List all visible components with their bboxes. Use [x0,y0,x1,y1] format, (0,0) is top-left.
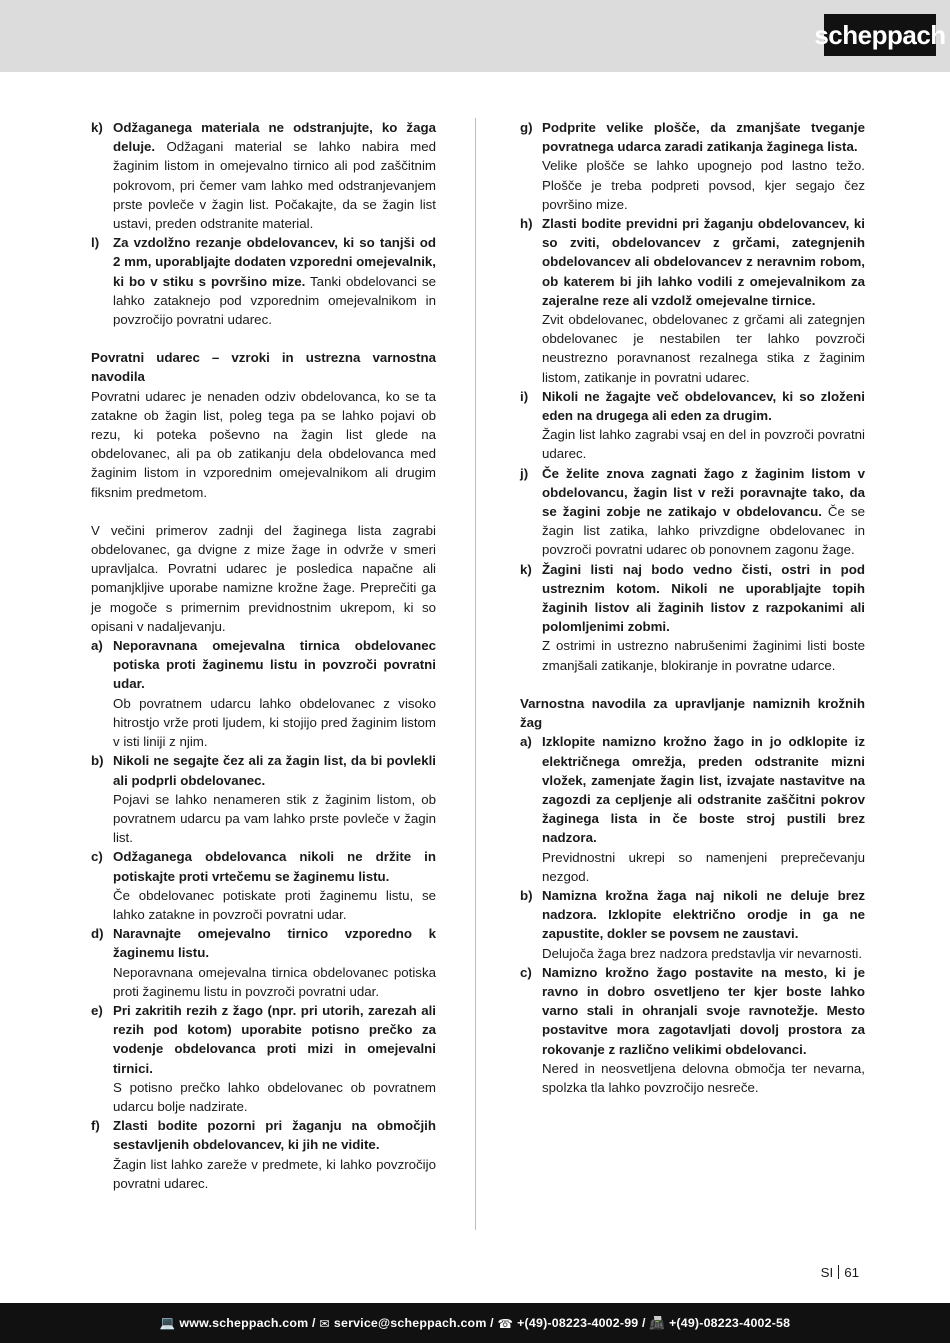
item-text: Odžagani material se lahko nabira med žaginim listom in omejevalno tirnico ali pod zaščitnim pokrovom, pri čemer vam lahko med odstranjevanjem prste povleče v žagin list. Počakajte, da se žagin list ustavi, preden odstranite material. [113,139,436,232]
item-text: S potisno prečko lahko obdelovanec ob povratnem udarcu bolje nadzirate. [113,1079,436,1114]
item-bold: Zlasti bodite pozorni pri žaganju na območjih sestavljenih obdelovancev, ki jih ne vidite. [113,1118,436,1153]
item-letter: c) [91,849,103,865]
item-bold: Žagini listi naj bodo vedno čisti, ostri in pod ustreznim kotom. Nikoli ne uporabljajte topih žaginih listov ali žaginih listov z razpokanimi ali polomljenimi zobmi. [542,561,865,635]
list-item [520,214,865,387]
item-letter: a) [91,638,103,654]
item-letter: j) [520,465,529,481]
list-item [520,464,865,560]
item-bold: Odžaganega obdelovanca nikoli ne držite in potiskajte proti vrtečemu se žaginemu listu. [113,849,436,884]
item-text: Če se žagin list zatika, lahko privzdigne obdelovanec in povzroči povratni udarec ob ponovnem zagonu žage. [542,504,865,558]
list-item [520,387,865,464]
email-icon: ✉ [319,1316,330,1331]
item-letter: a) [520,734,532,750]
item-bold: Izklopite namizno krožno žago in jo odklopite iz električnega omrežja, preden odstranite mizni vložek, zamenjate žagin list, izvajate nastavitve na zagozdi za cepljenje ali odstranite zaščitni pokrov žaginega lista in če boste stroj pustili brez nadzora. [542,734,865,846]
phone-icon: ☎ [497,1316,514,1331]
item-letter: c) [520,964,532,980]
item-text: Pojavi se lahko nenameren stik z žaginim listom, ob povratnem udarcu pa vam lahko prste povleče v žagin list. [113,791,436,846]
item-text: Neporavnana omejevalna tirnica obdelovanec potiska proti žaginemu listu in povzroči povratni udar. [113,964,436,999]
item-letter: k) [91,120,103,135]
footer-fax: +(49)-08223-4002-58 [668,1316,791,1330]
list-item [520,963,865,1097]
item-text: Nered in neosvetljena delovna območja ter nevarna, spolzka tla lahko povzročijo nesreče. [542,1060,865,1095]
item-bold: Namizno krožno žago postavite na mesto, ki je ravno in dobro osvetljeno ter kjer boste lahko varno stali in ohranjali svoje ravnotežje. Mesto postavitve mora zagotavljati dovolj prostora za rokovanje z različno velikimi obdelovanci. [542,964,865,1057]
item-bold: Zlasti bodite previdni pri žaganju obdelovancev, ki so zviti, obdelovancev z grčami, zategnjenih obdelovancev ali obdelovancev z neravnim robom, ob katerem bi jih lahko vodili z omejevalnikom za zajeralne reze ali vzdolž omejevalne tirnice. [542,216,865,308]
item-letter: b) [91,753,104,769]
item-letter: i) [520,388,529,404]
item-bold: Če želite znova zagnati žago z žaginim listom v obdelovancu, žagin list v reži poravnajte tako, da se žagini zobje ne zatikajo v obdelovancu. [542,465,865,520]
item-text: Velike plošče se lahko upognejo pod lastno težo. Plošče je treba podpreti povsod, kjer segajo čez površino mize. [542,158,865,212]
computer-icon: 💻 [159,1315,176,1330]
item-bold: Za vzdolžno rezanje obdelovancev, ki so tanjši od 2 mm, uporabljajte dodaten vzporedni omejevalnik, ki bo v stiku s površino mize. [113,235,436,289]
item-bold: Nikoli ne segajte čez ali za žagin list, da bi povlekli ali podprli obdelovanec. [113,753,436,788]
item-letter: k) [520,561,532,577]
item-letter: g) [520,120,533,135]
header-band [0,0,950,72]
page-number [821,1265,859,1280]
item-bold: Neporavnana omejevalna tirnica obdelovanec potiska proti žaginemu listu in povzroči povratni udar. [113,638,436,692]
item-letter: f) [91,1118,100,1134]
kickback-paragraph-1: Povratni udarec je nenaden odziv obdelovanca, ko se ta zatakne ob žagin list, poleg tega pa se lahko pojavi ob rezu, ki poteka poševno na žagin list glede na obdelovanec, ali pa ob zatikanju dela obdelovanca med žaginim listom in vzporednim omejevalnikom ali drugim fiksnim predmetom. [91,388,436,500]
list-item [91,118,436,233]
item-letter: e) [91,1002,103,1018]
kickback-heading: Povratni udarec – vzroki in ustrezna varnostna navodila [91,350,436,385]
item-bold: Namizna krožna žaga naj nikoli ne deluje brez nadzora. Izklopite električno orodje in ga ne zapustite, dokler se povsem ne zaustavi. [542,887,865,942]
item-letter: l) [91,235,100,251]
item-bold: Naravnajte omejevalno tirnico vzporedno k žaginemu listu. [113,926,436,961]
page-lang: SI [820,1265,834,1280]
item-bold: Nikoli ne žagajte več obdelovancev, ki so zloženi eden na drugega ali eden za drugim. [542,388,865,424]
item-text: Če obdelovanec potiskate proti žaginemu listu, se lahko zatakne in povzroči povratni udar. [113,887,436,922]
item-bold: Podprite velike plošče, da zmanjšate tveganje povratnega udarca zaradi zatikanja žaginega lista. [542,120,865,155]
item-letter: d) [91,926,104,942]
right-column [520,118,865,1097]
left-column [91,118,436,1193]
kickback-paragraph-2: V večini primerov zadnji del žaginega lista zagrabi obdelovanec, ga dvigne z mize žage in odvrže v smeri upravljalca. Povratni udarec je posledica napačne ali pomanjkljive uporabe namizne krožne žage. Preprečiti ga je mogoče s primernim previdnostnim ukrepom, ki so opisani v nadaljevanju. [91,522,436,634]
list-item [520,732,865,886]
safety-heading: Varnostna navodila za upravljanje namiznih krožnih žag [520,695,865,731]
item-text: Tanki obdelovanci se lahko zataknejo pod vzporednim omejevalnikom in povzročijo povratni udarec. [113,273,436,328]
item-text: Žagin list lahko zareže v predmete, ki lahko povzročijo povratni udarec. [113,1156,436,1191]
item-bold: Odžaganega materiala ne odstranjujte, ko žaga deluje. [113,120,436,155]
footer-phone: +(49)-08223-4002-99 / [517,1316,646,1330]
list-item [91,636,436,751]
item-text: Z ostrimi in ustrezno nabrušenimi žaginimi listi boste zmanjšali zatikanje, blokiranje in povratne udarce. [542,638,865,673]
item-text: Previdnostni ukrepi so namenjeni preprečevanju nezgod. [542,849,865,884]
list-item [520,118,865,214]
list-item [520,886,865,963]
item-text: Žagin list lahko zagrabi vsaj en del in povzroči povratni udarec. [542,427,865,462]
footer-web[interactable]: www.scheppach.com / [179,1316,316,1330]
footer-email[interactable]: service@scheppach.com / [333,1316,494,1330]
page-num-value: 61 [844,1265,859,1280]
list-item [91,924,436,1001]
list-item [91,233,436,329]
list-item [520,560,865,675]
list-item [91,751,436,847]
item-letter: b) [520,887,533,903]
item-letter: h) [520,216,533,232]
item-text: Zvit obdelovanec, obdelovanec z grčami ali zategnjen obdelovanec je nestabilen ter lahko povzroči neustrezno poravnanost rezalnega stika z žaginim listom, zatikanje in povratni udarec. [542,312,865,385]
list-item [91,847,436,924]
list-item [91,1001,436,1116]
item-text: Delujoča žaga brez nadzora predstavlja vir nevarnosti. [542,945,863,961]
list-item [91,1116,436,1193]
footer-bar [0,1303,950,1343]
column-divider [475,118,476,1230]
item-bold: Pri zakritih rezih z žago (npr. pri utorih, zarezah ali rezih pod kotom) uporabite potisno prečko za vodenje obdelovanca proti mizi in omejevalni tirnici. [113,1002,436,1076]
item-text: Ob povratnem udarcu lahko obdelovanec z visoko hitrostjo vrže proti ljudem, ki stojijo pred žaginim listom v isti liniji z njim. [113,695,436,750]
scheppach-logo: scheppach [824,14,936,56]
fax-icon: 📠 [649,1315,665,1330]
